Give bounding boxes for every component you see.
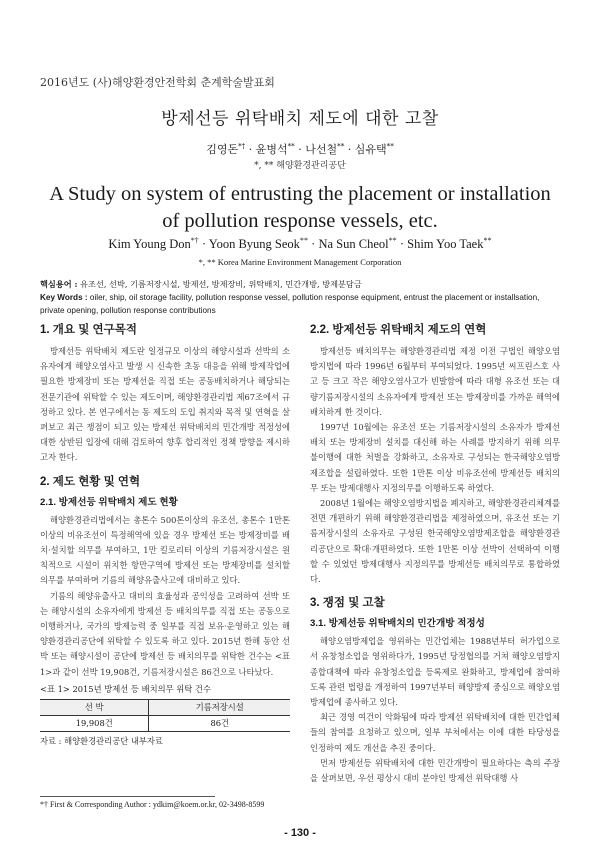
affiliation-korean: *, ** 해양환경관리공단 [254,161,346,171]
section-3-1-paragraph: 최근 경영 여건이 악화됨에 따라 방제선 위탁배치에 대한 민간업체들의 참여를 요청하고 있으며, 일부 부처에서는 이에 대한 타당성을 인정하여 제도 개선을 추진 중이다. [310,712,560,753]
title-english: A Study on system of entrusting the placement or installation of pollution response vessels, etc. [49,183,551,232]
author-separator: · [198,237,209,251]
table-header-row [40,700,290,716]
entrustment-table [40,699,290,732]
authors-english [0,237,600,252]
footnote-divider [40,796,215,797]
keywords-korean-text: 유조선, 선박, 기름저장시설, 방제선, 방제장비, 위탁배치, 민간개방, 방제분담금 [80,279,362,289]
section-3-heading: 3. 쟁점 및 고찰 [310,597,385,610]
author-separator: · [308,237,319,251]
right-column [310,322,560,786]
section-3-1-paragraph: 해양오염방제업을 영위하는 민간업체는 1988년부터 허가업으로서 유창청소업을 영위하다가, 1995년 당정협의를 거쳐 해양오염방지 종합대책에 따라 유창청소업을 등록제로 완화하고, 방제업에 참여하도록 관련 법령을 개정하여 1997년부터 해양방제 중심으로 해양오염방제업에 종사하고 있다. [310,636,560,708]
author-name: Kim Young Don [108,237,191,251]
author-mark: *† [238,141,246,151]
author-mark: *† [190,235,199,245]
author-separator: · [344,143,355,156]
author-name: 나선철 [305,143,338,156]
author-name: Yoon Byung Seok [208,237,300,251]
section-2-2-paragraph: 방제선등 배치의무는 해양환경관리법 제정 이전 구법인 해양오염방지법에 따라 1996년 6월부터 부여되었다. 1995년 씨프린스호 사고 등 크고 작은 해양오염사고가 빈발함에 따라 대형 유조선 또는 대량기름저장시설의 소유자에게 방제선 또는 방제장비를 가까운 해역에 배치하게 한 것이다. [310,346,560,417]
affiliation-english: *, ** Korea Marine Environment Management Corporation [198,257,402,267]
author-mark: ** [299,235,309,245]
author-mark: ** [287,141,295,151]
section-2-heading: 2. 제도 현황 및 연혁 [40,475,141,488]
authors-korean [0,141,600,157]
section-1-paragraph: 방제선등 위탁배치 제도란 일정규모 이상의 해양시설과 선박의 소유자에게 해양오염사고 발생 시 신속한 초동 대응을 위해 방제작업에 필요한 방제장비 또는 방제선을 직접 또는 공동배치하거나 해당되는 전문기관에 위탁할 수 있는 제도이며, 해양환경관리법 제67조에서 규정하고 있다. 본 연구에서는 동 제도의 도입 취지와 목적 및 연혁을 살펴보고 최근 쟁점이 되고 있는 방제선 위탁배치의 민간개방 적정성에 대한 상반된 입장에 대해 검토하여 향후 합리적인 정책 방향을 제시하고자 한다. [40,346,290,463]
keywords-korean-label: 핵심용어 : [40,279,78,289]
section-2-2-heading: 2.2. 방제선등 위탁배치 제도의 연혁 [310,324,487,336]
section-3-1-paragraph: 먼저 방제선등 위탁배치에 대한 민간개방이 필요하다는 측의 주장을 살펴보면, 우선 평상시 대비 분야인 방제선 위탁대행 사 [310,757,560,784]
table-cell: 86건 [149,716,290,732]
section-2-2-paragraph: 2008년 1월에는 해양오염방지법을 폐지하고, 해양환경관리체계를 전면 개편하기 위해 해양환경관리법을 제정하였으며, 유조선 또는 기름저장시설의 소유자로 구성된 한국해양오염방제조합을 해양환경관리공단으로 확대·개편하였다. 또한 1만톤 이상 선박이 선택하여 이행할 수 있었던 방제대행사 지정의무를 방제선등 배치의무로 통합하였다. [310,498,560,585]
author-name: Shim Yoo Taek [407,237,484,251]
author-mark: ** [483,235,492,245]
author-mark: ** [388,235,397,245]
keywords-block [40,278,560,317]
section-2-1-paragraph: 기름의 해양유출사고 대비의 효율성과 공익성을 고려하여 선박 또는 해양시설의 소유자에게 방제선 등 배치의무를 직접 또는 공동으로 이행하거나, 국가의 방제능력 중 일부를 직접 보유·운영하고 있는 해양환경관리공단에 위탁할 수 있도록 하고 있다. 2015년 한해 동안 선박 또는 해양시설이 공단에 방제선 등 배치의무를 위탁한 건수는 <표1>과 같이 선박 19,908건, 기름저장시설은 86건으로 나타났다. [40,590,290,677]
author-name: Na Sun Cheol [318,237,389,251]
table-caption: <표 1> 2015년 방제선 등 배치의무 위탁 건수 [40,683,211,694]
keywords-english-label: Key Words : [40,293,88,302]
author-mark: ** [337,141,345,151]
keywords-korean [40,278,560,291]
table-row [40,716,290,732]
keywords-english-text: oiler, ship, oil storage facility, pollution response vessel, pollution response equipment, entrust the placement or installsation, private opening, pollution response contributions [40,293,540,315]
table-source: 자료 : 해양환경관리공단 내부자료 [40,736,163,747]
conference-name: 2016년도 (사)해양환경안전학회 춘계학술발표회 [40,76,275,89]
author-separator: · [245,143,256,156]
section-2-2-paragraph: 1997년 10월에는 유조선 또는 기름저장시설의 소유자가 방제선 배치 또는 방제장비 설치를 대신해 하는 사례를 방지하기 위해 의무 불이행에 대한 처벌을 강화하고, 소유자로 구성되는 한국해양오염방제조합을 설립하였다. 또한 1만톤 이상 비유조선에 방제선등 배치의무 또는 방제대행사 지정의무를 이행하도록 하였다. [310,422,560,493]
section-1-heading: 1. 개요 및 연구목적 [40,324,137,336]
page-number: - 130 - [284,827,316,839]
left-column [40,322,290,750]
section-2-1-paragraph: 해양환경관리법에서는 총톤수 500톤이상의 유조선, 총톤수 1만톤이상의 비유조선이 특정해역에 있을 경우 방제선 또는 방제장비를 배치·설치할 의무를 부여하고, 1만 킬로리터 이상의 기름저장시설은 원칙적으로 시설이 위치한 항만구역에 방제선 또는 방제장비를 설치할 의무를 부여하며 기름의 해양유출사고에 대비하고 있다. [40,514,290,586]
table-cell: 19,908건 [40,716,149,732]
section-2-1-heading: 2.1. 방제선등 위탁배치 제도 현황 [40,496,178,508]
section-3-1-heading: 3.1. 방제선등 위탁배치의 민간개방 적정성 [310,618,485,630]
author-separator: · [294,143,306,156]
author-name: 심유택 [354,143,387,156]
keywords-english [40,291,560,317]
author-name: 윤병석 [255,143,288,156]
author-name: 김영돈 [206,143,239,156]
table-header-cell: 기름저장시설 [149,700,290,716]
footnote: *† First & Corresponding Author : ydkim@koem.or.kr, 02-3498-8599 [40,800,265,809]
author-mark: ** [386,141,394,151]
author-separator: · [396,237,408,251]
table-header-cell: 선 박 [40,700,149,716]
title-korean: 방제선등 위탁배치 제도에 대한 고찰 [161,109,439,129]
